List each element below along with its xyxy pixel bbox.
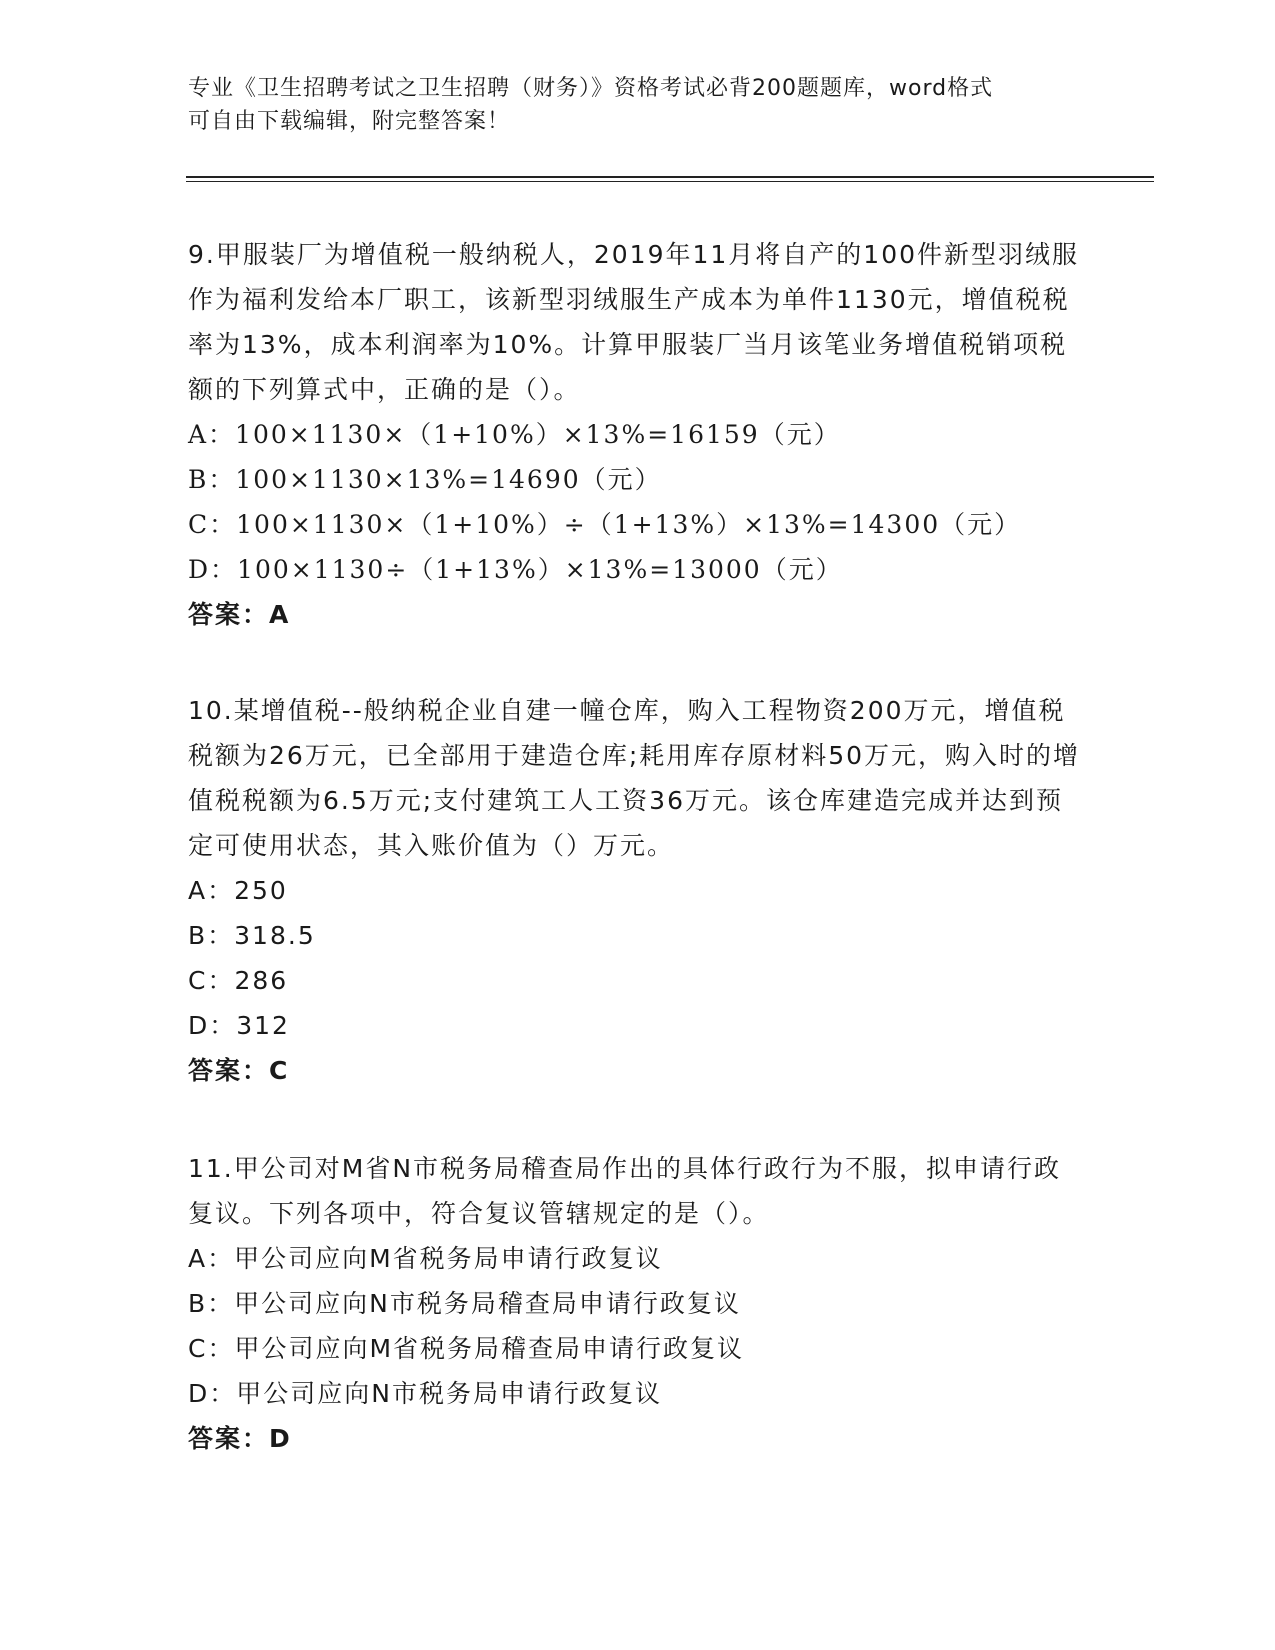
option-b: B：100×1130×13%=14690（元） bbox=[188, 465, 662, 494]
question-stem: 9.甲服装厂为增值税一般纳税人，2019年11月将自产的100件新型羽绒服作为福利发给本厂职工，该新型羽绒服生产成本为单件1130元，增值税税率为13%，成本利润率为10%。计算甲服装厂当月该笔业务增值税销项税额的下列算式中，正确的是（）。 bbox=[188, 240, 1080, 404]
option-c: C：100×1130×（1+10%）÷（1+13%）×13%=14300（元） bbox=[188, 510, 1022, 539]
option-a: A：250 bbox=[188, 876, 288, 905]
answer-label: 答案：C bbox=[188, 1056, 290, 1085]
option-a: A：甲公司应向M省税务局申请行政复议 bbox=[188, 1244, 663, 1273]
header-line-2: 可自由下载编辑，附完整答案！ bbox=[188, 109, 511, 134]
option-b: B：318.5 bbox=[188, 921, 316, 950]
option-d: D：100×1130÷（1+13%）×13%=13000（元） bbox=[188, 555, 843, 584]
question-10 bbox=[188, 688, 1088, 1093]
question-9 bbox=[188, 232, 1088, 637]
document-header bbox=[188, 72, 1068, 138]
option-d: D：312 bbox=[188, 1011, 290, 1040]
answer-label: 答案：A bbox=[188, 600, 291, 629]
option-b: B：甲公司应向N市税务局稽查局申请行政复议 bbox=[188, 1289, 741, 1318]
header-divider bbox=[186, 176, 1154, 182]
answer-label: 答案：D bbox=[188, 1424, 292, 1453]
option-c: C：286 bbox=[188, 966, 289, 995]
option-c: C：甲公司应向M省税务局稽查局申请行政复议 bbox=[188, 1334, 745, 1363]
header-line-1: 专业《卫生招聘考试之卫生招聘（财务）》资格考试必背200题题库，word格式 bbox=[188, 76, 994, 101]
question-stem: 11.甲公司对M省N市税务局稽查局作出的具体行政行为不服，拟申请行政复议。下列各项中，符合复议管辖规定的是（）。 bbox=[188, 1154, 1062, 1228]
option-d: D：甲公司应向N市税务局申请行政复议 bbox=[188, 1379, 662, 1408]
question-stem: 10.某增值税--般纳税企业自建一幢仓库，购入工程物资200万元，增值税税额为26万元，已全部用于建造仓库;耗用库存原材料50万元，购入时的增值税税额为6.5万元;支付建筑工人工资36万元。该仓库建造完成并达到预定可使用状态，其入账价值为（）万元。 bbox=[188, 696, 1081, 860]
option-a: A：100×1130×（1+10%）×13%=16159（元） bbox=[188, 420, 841, 449]
question-11 bbox=[188, 1146, 1088, 1461]
